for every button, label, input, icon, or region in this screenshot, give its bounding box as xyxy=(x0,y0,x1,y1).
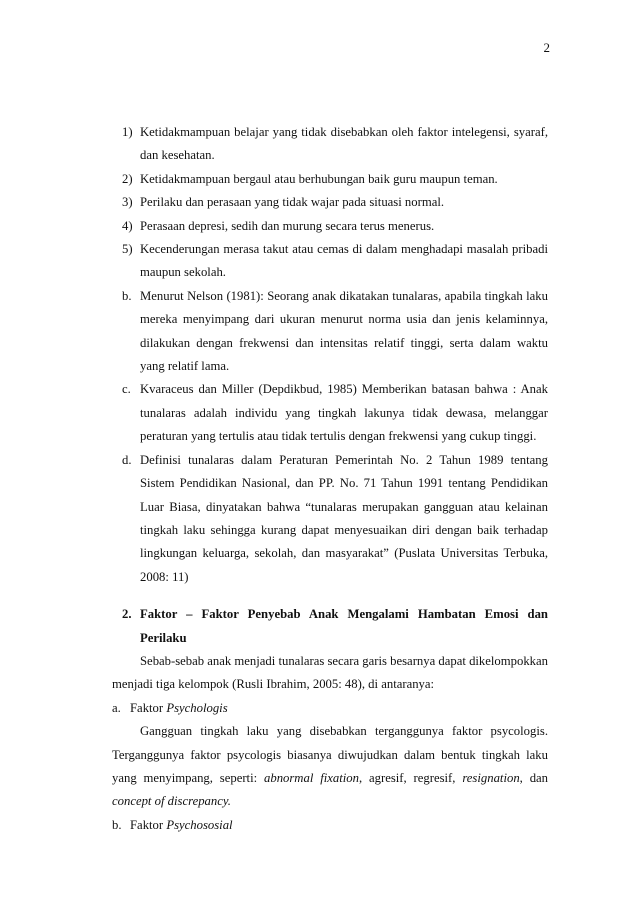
item-text: Menurut Nelson (1981): Seorang anak dikatakan tunalaras, apabila tingkah laku mereka menyimpang dari ukuran menurut norma usia dan jenis kelaminnya, dilakukan dengan frekwensi dan intensitas relatif tinggi, serta dalam waktu yang relatif lama. xyxy=(140,288,548,374)
item-marker: 5) xyxy=(122,242,133,257)
lettered-item-c xyxy=(122,378,548,448)
sub-term: Psychososial xyxy=(166,817,233,832)
section-number: 2. xyxy=(122,607,132,622)
sub-a-paragraph xyxy=(112,720,548,814)
item-marker: d. xyxy=(122,452,132,467)
numbered-item-4 xyxy=(122,215,548,238)
item-text: Kecenderungan merasa takut atau cemas di dalam menghadapi masalah pribadi maupun sekolah. xyxy=(140,242,548,280)
sub-item-a xyxy=(112,697,548,720)
lettered-item-d xyxy=(122,449,548,589)
sub-item-b xyxy=(112,814,548,837)
term-resignation: resignation xyxy=(462,770,520,785)
item-text: Ketidakmampuan bergaul atau berhubungan baik guru maupun teman. xyxy=(140,171,498,186)
sub-label: Faktor xyxy=(130,700,164,715)
item-text: Perasaan depresi, sedih dan murung secara terus menerus. xyxy=(140,218,435,233)
numbered-item-5 xyxy=(122,238,548,285)
section-intro: Sebab-sebab anak menjadi tunalaras secara garis besarnya dapat dikelompokkan menjadi tiga kelompok (Rusli Ibrahim, 2005: 48), di antaranya: xyxy=(112,653,548,692)
sub-label: Faktor xyxy=(130,817,164,832)
paragraph-text: , agresif, regresif, xyxy=(358,770,456,785)
item-marker: 4) xyxy=(122,218,133,233)
paragraph-text: , dan xyxy=(519,770,549,785)
item-marker: 3) xyxy=(122,195,133,210)
paragraph-text: Gangguan tingkah laku yang disebabkan terganggunya faktor psycologis. Terganggunya faktor psycologis biasanya diwujudkan dalam bentuk tingkah laku yang menyimpang, seperti: xyxy=(112,724,548,785)
item-text: Definisi tunalaras dalam Peraturan Pemerintah No. 2 Tahun 1989 tentang Sistem Pendidikan Nasional, dan PP. No. 71 Tahun 1991 tentang Pendidikan Luar Biasa, dinyatakan bahwa “tunalaras merupakan gangguan atau kelainan tingkah laku sehingga kurang dapat menyesuaikan diri dengan baik terhadap lingkungan keluarga, sekolah, dan masyarakat” (Puslata Universitas Terbuka, 2008: 11) xyxy=(140,452,548,584)
section-title: Faktor – Faktor Penyebab Anak Mengalami Hambatan Emosi dan Perilaku xyxy=(140,607,548,645)
section-heading xyxy=(122,603,548,650)
item-marker: 1) xyxy=(122,125,133,139)
item-text: Ketidakmampuan belajar yang tidak disebabkan oleh faktor intelegensi, syaraf, dan kesehatan. xyxy=(140,125,548,163)
item-marker: a. xyxy=(112,700,121,715)
numbered-item-3 xyxy=(122,191,548,214)
numbered-item-2 xyxy=(122,168,548,191)
numbered-item-1 xyxy=(122,121,548,168)
item-marker: 2) xyxy=(122,171,133,186)
page-number: 2 xyxy=(543,40,550,55)
item-text: Perilaku dan perasaan yang tidak wajar pada situasi normal. xyxy=(140,195,445,210)
sub-term: Psychologis xyxy=(166,700,228,715)
term-concept-of-discrepancy: concept of discrepancy. xyxy=(112,794,231,809)
item-marker: b. xyxy=(112,817,122,832)
lettered-item-b xyxy=(122,285,548,379)
term-abnormal-fixation: abnormal fixation xyxy=(264,770,359,785)
item-marker: c. xyxy=(122,382,131,397)
page-content xyxy=(112,121,549,837)
item-marker: b. xyxy=(122,288,132,303)
item-text: Kvaraceus dan Miller (Depdikbud, 1985) Memberikan batasan bahwa : Anak tunalaras adalah individu yang tingkah lakunya tidak dewasa, melanggar peraturan yang tertulis atau tidak tertulis dengan frekwensi yang cukup tinggi. xyxy=(140,382,548,444)
